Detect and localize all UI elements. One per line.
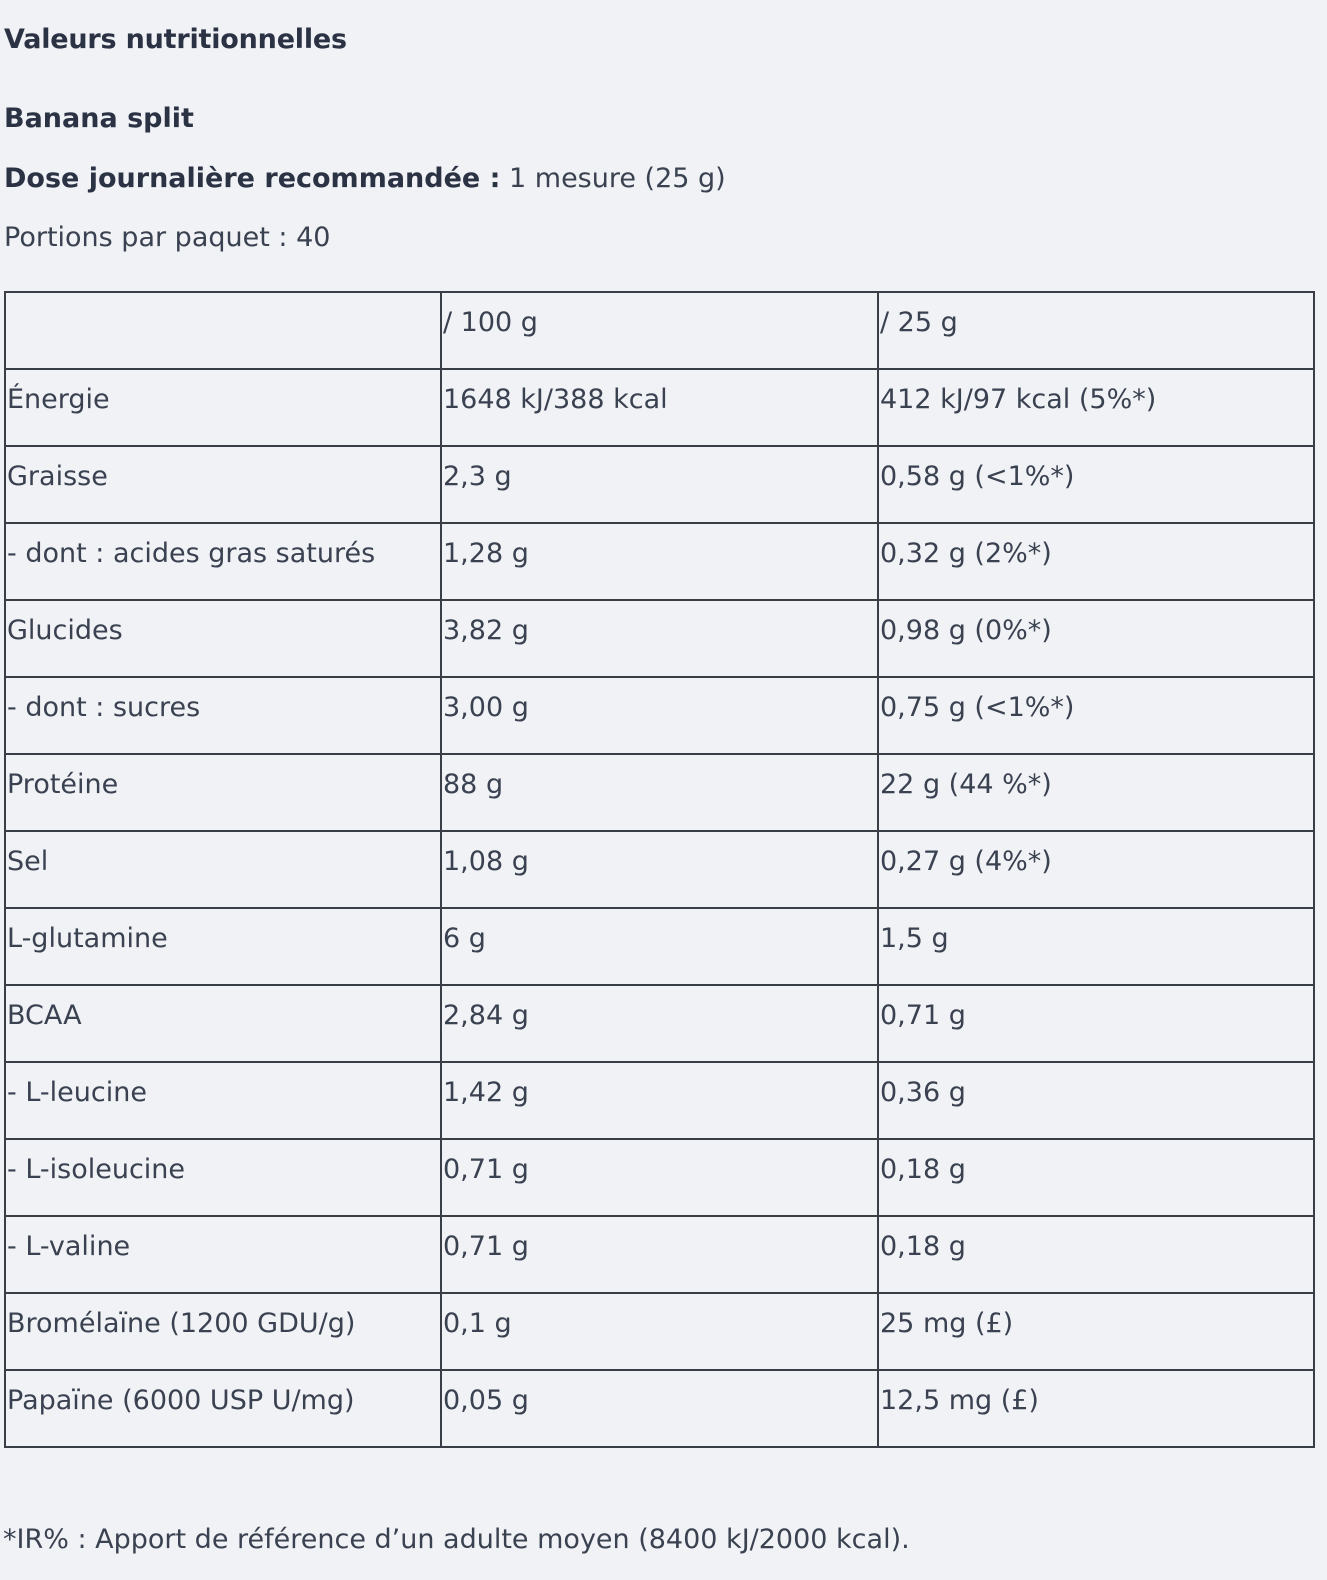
- per-100g-cell: 1648 kJ/388 kcal: [441, 369, 878, 446]
- per-25g-cell: 0,98 g (0%*): [878, 600, 1314, 677]
- per-100g-cell: 6 g: [441, 908, 878, 985]
- per-25g-cell: 0,36 g: [878, 1062, 1314, 1139]
- table-row: [5, 369, 1314, 446]
- nutrient-cell: - L-valine: [5, 1216, 441, 1293]
- nutrient-cell: Énergie: [5, 369, 441, 446]
- per-25g-cell: 0,18 g: [878, 1139, 1314, 1216]
- table-row: [5, 1216, 1314, 1293]
- nutrient-cell: L-glutamine: [5, 908, 441, 985]
- per-100g-cell: 0,71 g: [441, 1139, 878, 1216]
- nutrient-cell: Glucides: [5, 600, 441, 677]
- dose-label: Dose journalière recommandée :: [4, 163, 501, 194]
- per-25g-cell: 0,18 g: [878, 1216, 1314, 1293]
- nutrient-cell: Protéine: [5, 754, 441, 831]
- per-25g-cell: 0,71 g: [878, 985, 1314, 1062]
- nutrient-cell: - L-isoleucine: [5, 1139, 441, 1216]
- per-100g-cell: 0,1 g: [441, 1293, 878, 1370]
- per-100g-cell: 2,84 g: [441, 985, 878, 1062]
- footnote: *IR% : Apport de référence d’un adulte moyen (8400 kJ/2000 kcal).: [3, 1524, 910, 1555]
- nutrition-table-body: [5, 292, 1314, 1447]
- per-25g-cell: 1,5 g: [878, 908, 1314, 985]
- per-25g-cell: 0,27 g (4%*): [878, 831, 1314, 908]
- per-25g-cell: 22 g (44 %*): [878, 754, 1314, 831]
- nutrient-cell: Papaïne (6000 USP U/mg): [5, 1370, 441, 1447]
- portions-per-pack: Portions par paquet : 40: [4, 222, 331, 253]
- per-100g-cell: 3,82 g: [441, 600, 878, 677]
- per-100g-cell: 88 g: [441, 754, 878, 831]
- per-100g-cell: 0,71 g: [441, 1216, 878, 1293]
- per-25g-cell: 412 kJ/97 kcal (5%*): [878, 369, 1314, 446]
- table-row: [5, 523, 1314, 600]
- section-title: Valeurs nutritionnelles: [4, 24, 347, 55]
- nutrient-cell: BCAA: [5, 985, 441, 1062]
- table-header-row: [5, 292, 1314, 369]
- table-row: [5, 1370, 1314, 1447]
- header-cell-per-25g: / 25 g: [878, 292, 1314, 369]
- per-100g-cell: 2,3 g: [441, 446, 878, 523]
- table-row: [5, 985, 1314, 1062]
- nutrient-cell: - L-leucine: [5, 1062, 441, 1139]
- per-100g-cell: 3,00 g: [441, 677, 878, 754]
- table-row: [5, 600, 1314, 677]
- header-cell-per-100g: / 100 g: [441, 292, 878, 369]
- nutrient-cell: - dont : sucres: [5, 677, 441, 754]
- nutrient-cell: - dont : acides gras saturés: [5, 523, 441, 600]
- nutrition-table: [4, 291, 1315, 1448]
- nutrient-cell: Sel: [5, 831, 441, 908]
- per-100g-cell: 1,42 g: [441, 1062, 878, 1139]
- table-row: [5, 1062, 1314, 1139]
- table-row: [5, 677, 1314, 754]
- dose-value: 1 mesure (25 g): [500, 163, 726, 194]
- table-row: [5, 831, 1314, 908]
- table-row: [5, 446, 1314, 523]
- per-25g-cell: 0,32 g (2%*): [878, 523, 1314, 600]
- table-row: [5, 908, 1314, 985]
- per-100g-cell: 0,05 g: [441, 1370, 878, 1447]
- recommended-dose: [4, 163, 726, 194]
- nutrient-cell: Graisse: [5, 446, 441, 523]
- header-cell-nutrient: [5, 292, 441, 369]
- per-25g-cell: 12,5 mg (£): [878, 1370, 1314, 1447]
- table-row: [5, 1293, 1314, 1370]
- per-25g-cell: 0,75 g (<1%*): [878, 677, 1314, 754]
- per-100g-cell: 1,08 g: [441, 831, 878, 908]
- per-25g-cell: 0,58 g (<1%*): [878, 446, 1314, 523]
- nutrient-cell: Bromélaïne (1200 GDU/g): [5, 1293, 441, 1370]
- per-100g-cell: 1,28 g: [441, 523, 878, 600]
- table-row: [5, 754, 1314, 831]
- per-25g-cell: 25 mg (£): [878, 1293, 1314, 1370]
- table-row: [5, 1139, 1314, 1216]
- flavour-name: Banana split: [4, 103, 194, 134]
